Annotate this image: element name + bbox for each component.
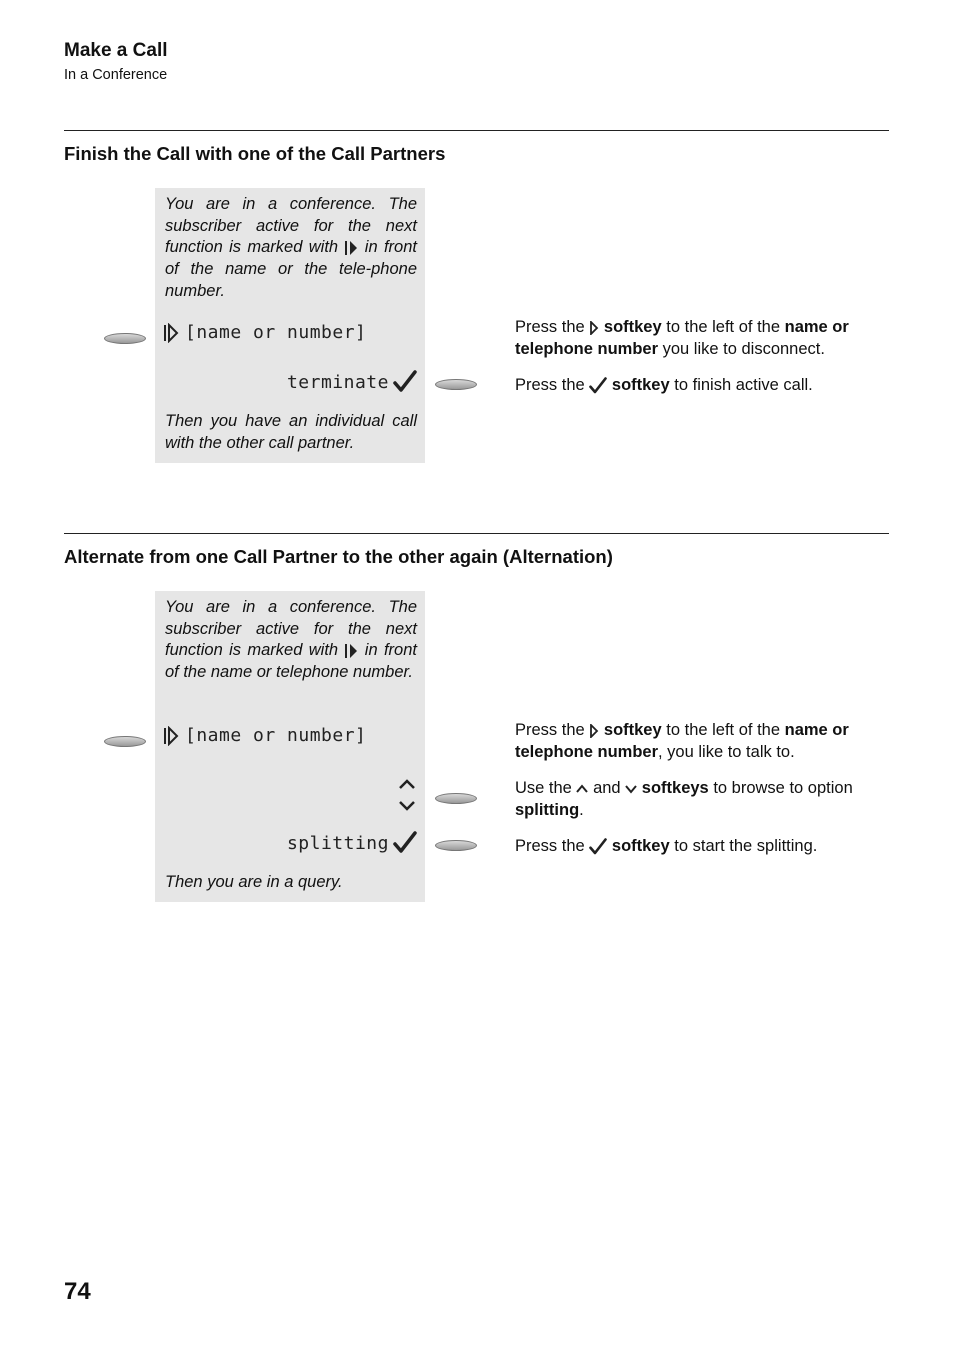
active-marker-icon bbox=[163, 726, 179, 746]
left-softkey[interactable] bbox=[104, 333, 146, 344]
panel-intro-text: You are in a conference. The subscriber active for the next function is marked with in front of the name or the tele-phone number. bbox=[165, 195, 417, 300]
page-header-title: Make a Call bbox=[64, 40, 168, 61]
panel-intro-text: You are in a conference. The subscriber active for the next function is marked with in front of the name or telephone number. bbox=[165, 598, 417, 682]
arrow-right-icon bbox=[589, 321, 599, 335]
option-terminate-label: terminate bbox=[286, 371, 389, 393]
checkmark-icon bbox=[393, 370, 417, 394]
up-down-arrows-icon bbox=[397, 777, 417, 813]
right-softkey[interactable] bbox=[435, 840, 477, 851]
section-title-finish-call: Finish the Call with one of the Call Partners bbox=[64, 143, 446, 164]
panel-outro-text: Then you have an individual call with the other call partner. bbox=[165, 412, 417, 452]
display-line bbox=[163, 725, 366, 746]
active-marker-icon bbox=[344, 240, 358, 256]
display-panel-finish-call bbox=[155, 188, 425, 463]
instruction-select-partner: Press the softkey to the left of the name or telephone number, you like to talk to. bbox=[515, 721, 849, 761]
scroll-arrows bbox=[397, 777, 417, 813]
display-panel-alternation bbox=[155, 591, 425, 902]
instruction-browse: Use the and softkeys to browse to option splitting. bbox=[515, 779, 853, 819]
display-line bbox=[163, 322, 366, 343]
instruction-select-partner: Press the softkey to the left of the name or telephone number you like to disconnect. bbox=[515, 318, 849, 358]
page-number: 74 bbox=[64, 1278, 91, 1305]
checkmark-icon bbox=[589, 838, 607, 856]
arrow-right-icon bbox=[589, 724, 599, 738]
instruction-start-splitting: Press the softkey to start the splitting. bbox=[515, 837, 818, 855]
right-softkey[interactable] bbox=[435, 379, 477, 390]
active-marker-icon bbox=[163, 323, 179, 343]
section-title-alternation: Alternate from one Call Partner to the other again (Alternation) bbox=[64, 546, 613, 567]
scroll-softkey[interactable] bbox=[435, 793, 477, 804]
active-marker-icon bbox=[344, 643, 358, 659]
instruction-terminate: Press the softkey to finish active call. bbox=[515, 376, 813, 394]
display-name-or-number: [name or number] bbox=[185, 322, 367, 343]
checkmark-icon bbox=[589, 377, 607, 395]
display-name-or-number: [name or number] bbox=[185, 725, 367, 746]
page-header-subtitle: In a Conference bbox=[64, 67, 168, 83]
checkmark-icon bbox=[393, 831, 417, 855]
display-option-row bbox=[287, 370, 417, 394]
option-splitting-label: splitting bbox=[286, 832, 389, 854]
arrow-up-icon bbox=[576, 784, 588, 794]
left-softkey[interactable] bbox=[104, 736, 146, 747]
panel-outro-text: Then you are in a query. bbox=[165, 873, 343, 891]
section-divider bbox=[64, 130, 889, 131]
section-divider bbox=[64, 533, 889, 534]
arrow-down-icon bbox=[625, 784, 637, 794]
display-option-row bbox=[287, 831, 417, 855]
